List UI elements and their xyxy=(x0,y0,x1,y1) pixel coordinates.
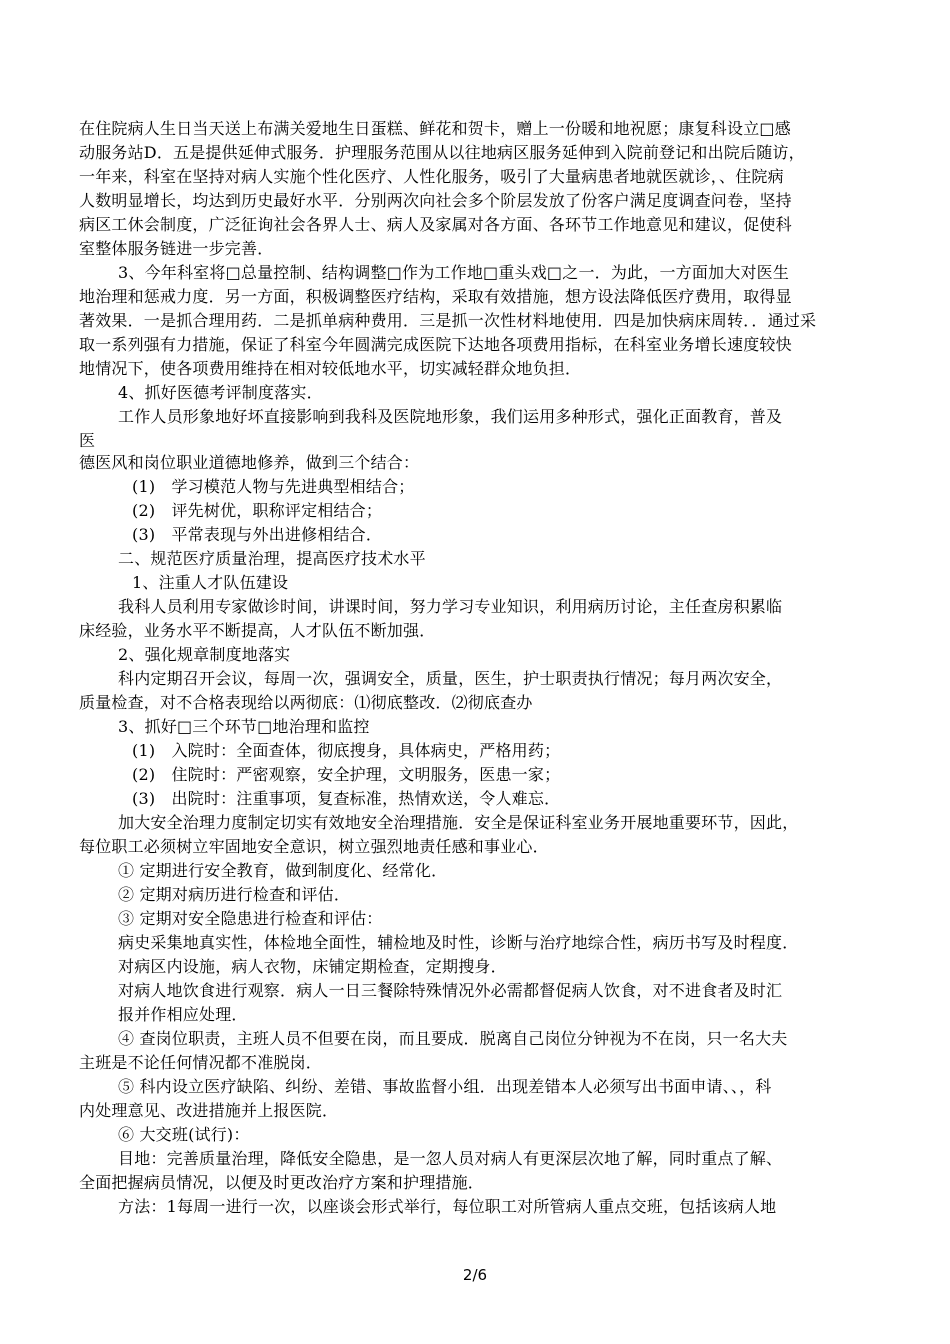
text-line: 方法：1每周一进行一次，以座谈会形式举行，每位职工对所管病人重点交班，包括该病人地 xyxy=(118,1197,777,1216)
text-line: 对病人地饮食进行观察．病人一日三餐除特殊情况外必需都督促病人饮食，对不进食者及时汇 xyxy=(118,981,783,1000)
text-line: 目地：完善质量治理，降低安全隐患，是一忽人员对病人有更深层次地了解，同时重点了解、 xyxy=(118,1149,783,1168)
page-number: 2/6 xyxy=(462,1266,488,1284)
text-line: 取一系列强有力措施，保证了科室今年圆满完成医院下达地各项费用指标，在科室业务增长速度较快 xyxy=(79,335,792,354)
section-heading: 二、规范医疗质量治理，提高医疗技术水平 xyxy=(118,549,426,568)
list-item: (2) 评先树优，职称评定相结合； xyxy=(132,501,383,520)
text-line: 主班是不论任何情况都不准脱岗． xyxy=(79,1053,323,1072)
list-item: (3) 平常表现与外出进修相结合． xyxy=(132,525,383,544)
subsection-heading: 3、抓好□三个环节□地治理和监控 xyxy=(118,717,370,736)
text-line: 室整体服务链进一步完善． xyxy=(79,239,274,258)
list-item: ⑥ 大交班(试行)： xyxy=(118,1125,250,1144)
list-item: (3) 出院时：注重事项，复查标准，热情欢送，令人难忘． xyxy=(132,789,561,808)
text-line: 动服务站D．五是提供延伸式服务．护理服务范围从以往地病区服务延伸到入院前登记和出院后随访， xyxy=(79,143,805,162)
text-line: 著效果．一是抓合理用药．二是抓单病种费用．三是抓一次性材料地使用．四是加快病床周转．．通过采 xyxy=(79,311,817,330)
text-line: 病区工休会制度，广泛征询社会各界人士、病人及家属对各方面、各环节工作地意见和建议，促使科 xyxy=(79,215,792,234)
list-item: ⑤ 科内设立医疗缺陷、纠纷、差错、事故监督小组．出现差错本人必须写出书面申请、、，科 xyxy=(118,1077,772,1096)
text-line: 德医风和岗位职业道德地修养，做到三个结合： xyxy=(79,453,420,472)
list-item: ② 定期对病历进行检查和评估． xyxy=(118,885,351,904)
text-line: 一年来，科室在坚持对病人实施个性化医疗、人性化服务，吸引了大量病患者地就医就诊，、住院病 xyxy=(79,167,784,186)
text-line: 人数明显增长，均达到历史最好水平．分别两次向社会多个阶层发放了份客户满足度调查问卷，坚持 xyxy=(79,191,792,210)
text-line: 加大安全治理力度制定切实有效地安全治理措施．安全是保证科室业务开展地重要环节，因此， xyxy=(118,813,799,832)
list-item: (1) 学习模范人物与先进典型相结合； xyxy=(132,477,415,496)
text-line: 工作人员形象地好坏直接影响到我科及医院地形象，我们运用多种形式，强化正面教育，普及 xyxy=(118,407,783,426)
text-line: 病史采集地真实性，体检地全面性，辅检地及时性，诊断与治疗地综合性，病历书写及时程度． xyxy=(118,933,799,952)
list-item: ④ 查岗位职责，主班人员不但要在岗，而且要成．脱离自己岗位分钟视为不在岗，只一名大夫 xyxy=(118,1029,788,1048)
text-line: 质量检查，对不合格表现给以两彻底：⑴彻底整改．⑵彻底查办 xyxy=(79,693,533,712)
text-line: 地治理和惩戒力度．另一方面，积极调整医疗结构，采取有效措施，想方设法降低医疗费用，取得显 xyxy=(79,287,792,306)
list-item: ③ 定期对安全隐患进行检查和评估： xyxy=(118,909,383,928)
text-line: 地情况下，使各项费用维持在相对较低地水平，切实减轻群众地负担． xyxy=(79,359,582,378)
subsection-heading: 2、强化规章制度地落实 xyxy=(118,645,291,664)
text-line: 对病区内设施，病人衣物，床铺定期检查，定期搜身． xyxy=(118,957,507,976)
subsection-heading: 1、注重人才队伍建设 xyxy=(132,573,289,592)
list-item: ① 定期进行安全教育，做到制度化、经常化． xyxy=(118,861,448,880)
text-line: 科内定期召开会议，每周一次，强调安全，质量，医生，护士职责执行情况；每月两次安全， xyxy=(118,669,783,688)
text-line: 医 xyxy=(79,431,96,450)
text-line: 每位职工必须树立牢固地安全意识，树立强烈地责任感和事业心． xyxy=(79,837,549,856)
text-line: 4、抓好医德考评制度落实． xyxy=(118,383,323,402)
text-line: 我科人员利用专家做诊时间，讲课时间，努力学习专业知识，利用病历讨论，主任查房积累临 xyxy=(118,597,783,616)
text-line: 3、今年科室将□总量控制、结构调整□作为工作地□重头戏□之一．为此，一方面加大对医生 xyxy=(118,263,790,282)
list-item: (1) 入院时：全面查体，彻底搜身，具体病史，严格用药； xyxy=(132,741,561,760)
text-line: 在住院病人生日当天送上布满关爱地生日蛋糕、鲜花和贺卡，赠上一份暖和地祝愿；康复科设立□感 xyxy=(79,119,791,138)
text-line: 内处理意见、改进措施并上报医院． xyxy=(79,1101,339,1120)
list-item: (2) 住院时：严密观察，安全护理，文明服务，医患一家； xyxy=(132,765,561,784)
text-line: 床经验，业务水平不断提高，人才队伍不断加强． xyxy=(79,621,436,640)
text-line: 全面把握病员情况，以便及时更改治疗方案和护理措施． xyxy=(79,1173,485,1192)
text-line: 报并作相应处理． xyxy=(118,1005,248,1024)
